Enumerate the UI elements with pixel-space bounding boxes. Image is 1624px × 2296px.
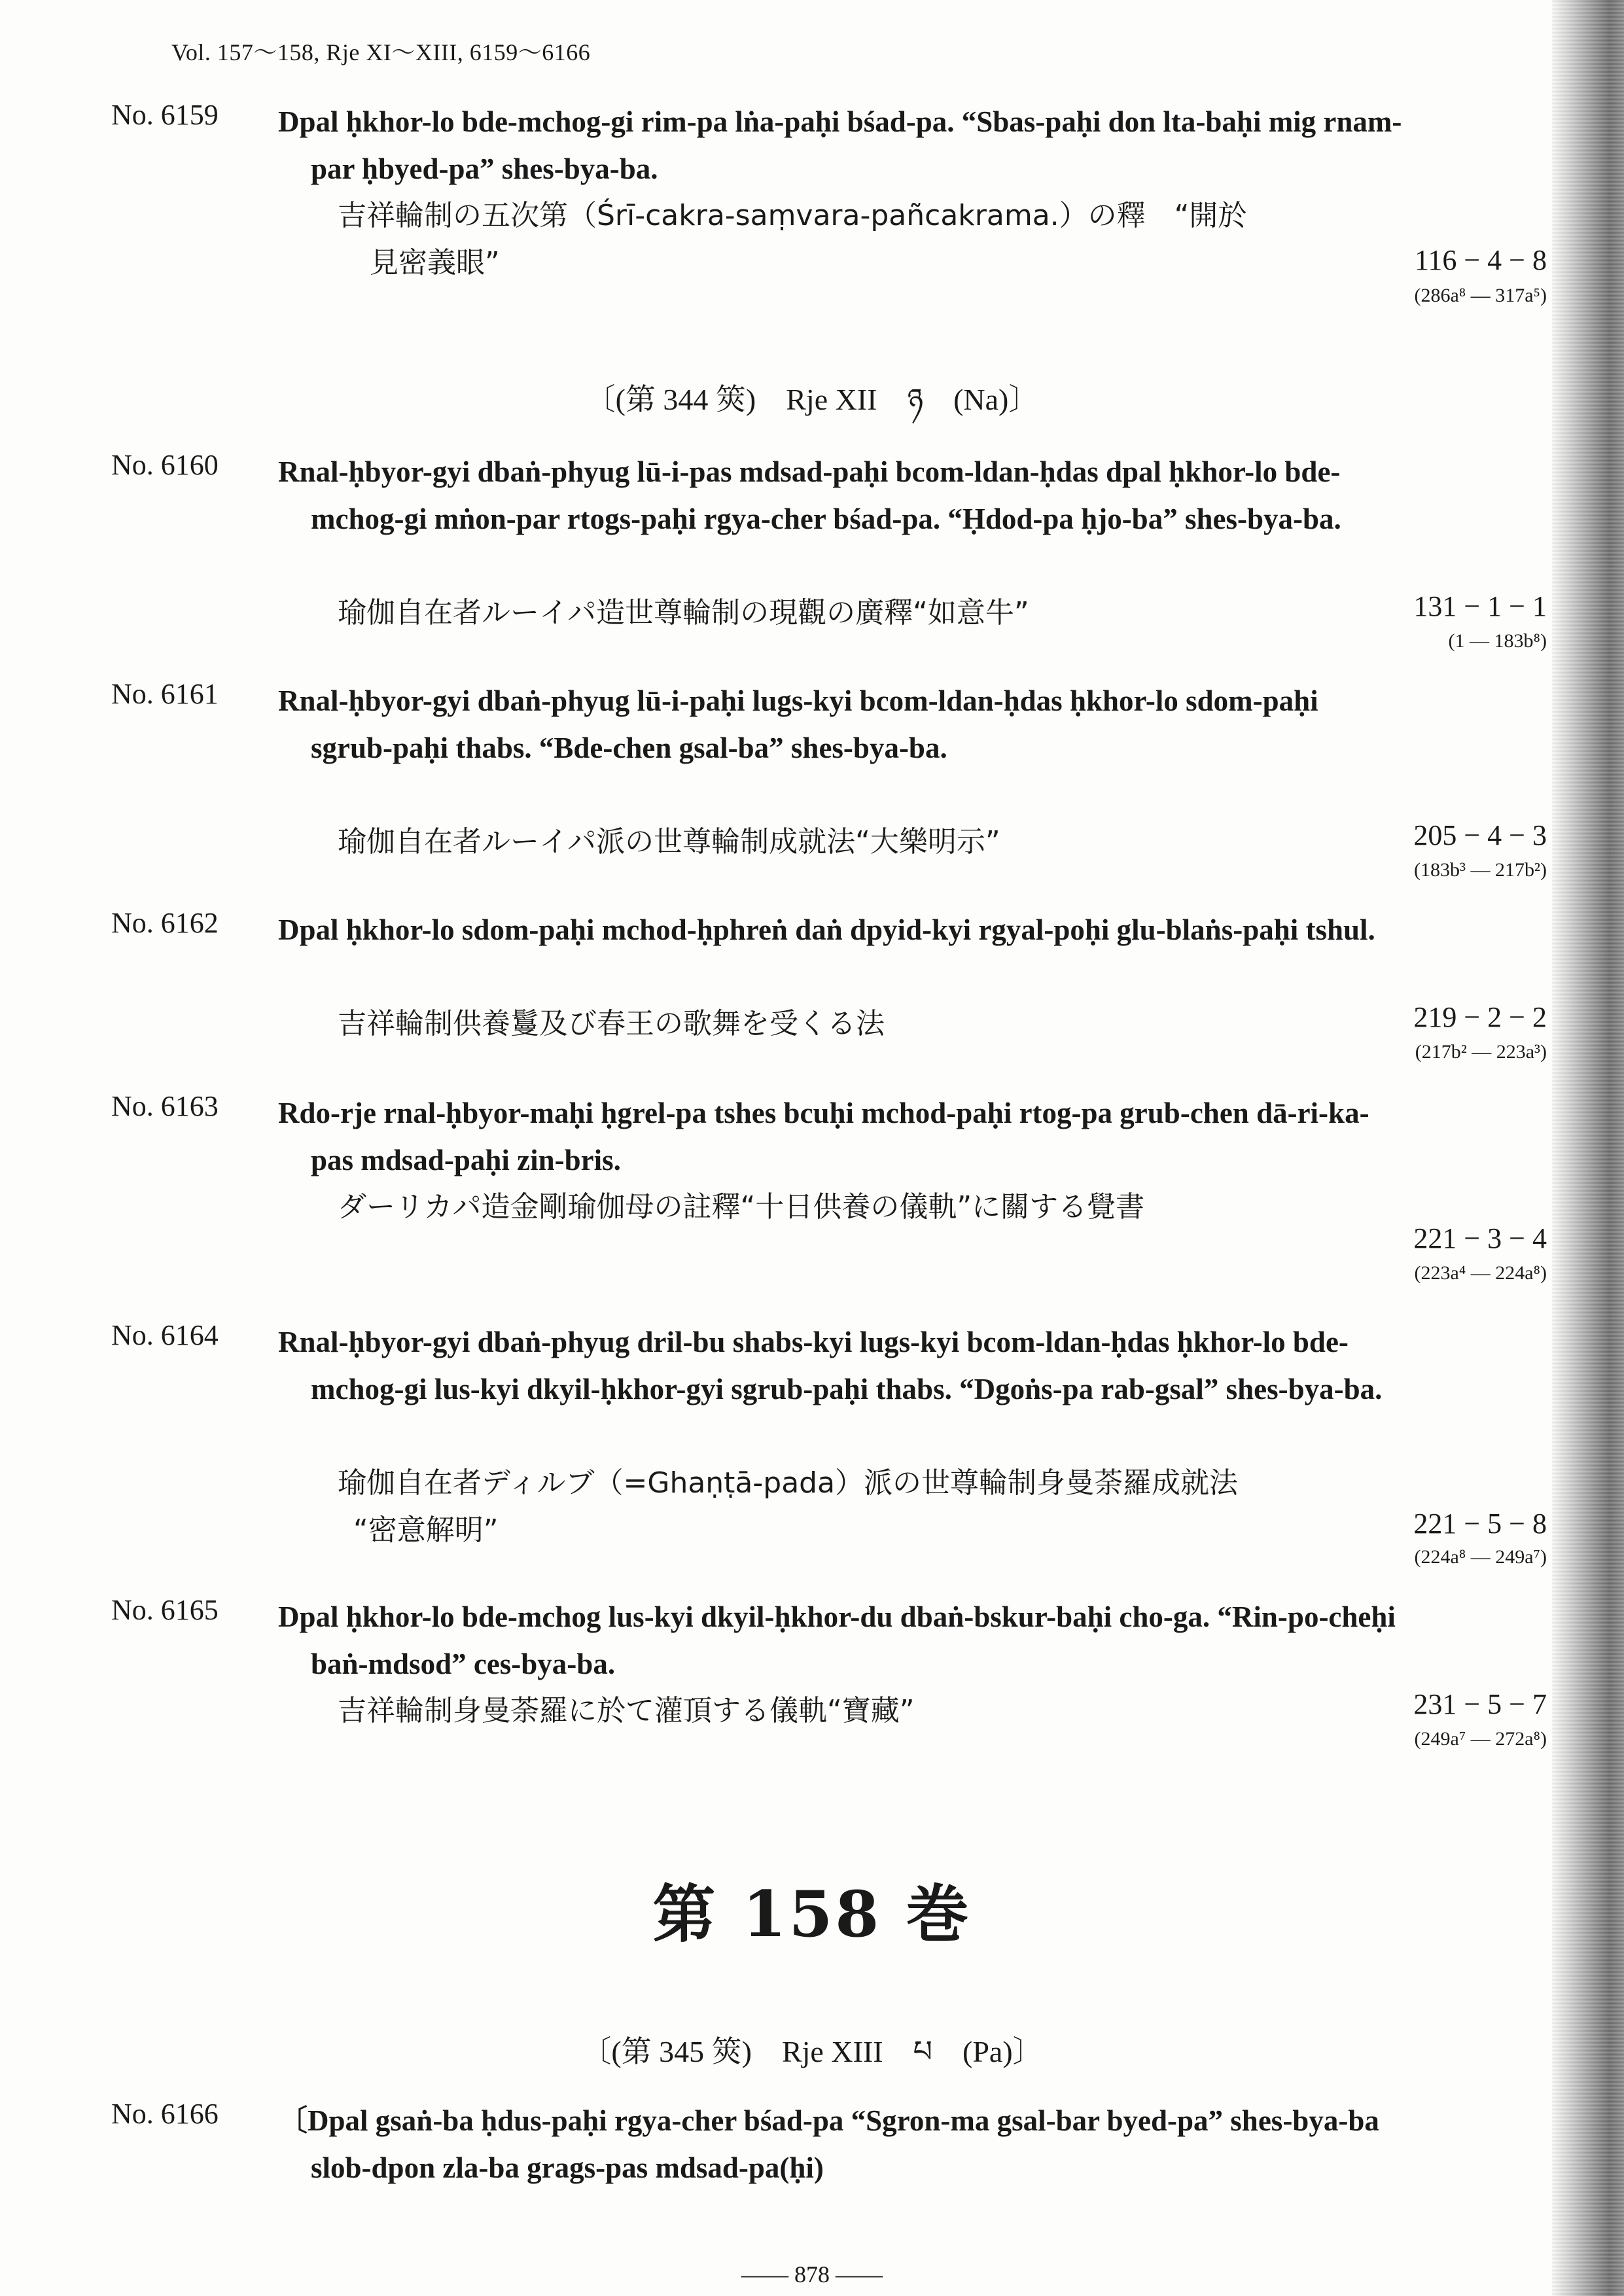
tibetan-title: Dpal ḥkhor-lo sdom-paḥi mchod-ḥphreṅ daṅ dpyid-kyi rgyal-poḥi glu-blaṅs-paḥi tshul. [278,913,1375,946]
folio-range: (223a⁴ — 224a⁸) [1414,1262,1547,1284]
tibetan-title: Rnal-ḥbyor-gyi dbaṅ-phyug lū-i-pas mdsad-paḥi bcom-ldan-ḥdas dpal ḥkhor-lo bde-mchog-gi mṅon-par rtogs-paḥi rgya-cher bśad-pa. “Ḥdod-pa ḥjo-ba” shes-bya-ba. [278,455,1341,535]
japanese-title: 瑜伽自在者ルーイパ派の世尊輪制成就法“大樂明示” [338,825,1000,858]
japanese-title-cont: 見密義眼” [370,246,500,279]
folio-ref: 221 − 3 − 4 [1413,1222,1547,1254]
folio-ref: 116 − 4 − 8 [1415,244,1547,276]
entry-number: No. 6162 [111,907,219,939]
japanese-title-cont: “密意解明” [353,1513,499,1547]
folio-range: (249a⁷ — 272a⁸) [1414,1728,1547,1750]
folio-ref: 131 − 1 − 1 [1413,590,1547,622]
japanese-title: 瑜伽自在者ルーイパ造世尊輪制の現觀の廣釋“如意牛” [338,596,1029,629]
entry-number: No. 6164 [111,1319,219,1351]
folio-range: (286a⁸ — 317a⁵) [1414,285,1547,306]
tibetan-title: Dpal ḥkhor-lo bde-mchog lus-kyi dkyil-ḥkhor-du dbaṅ-bskur-baḥi cho-ga. “Rin-po-cheḥi baṅ-mdsod” ces-bya-ba. [278,1600,1396,1680]
folio-range: (224a⁸ — 249a⁷) [1414,1546,1547,1568]
folio-ref: 219 − 2 − 2 [1413,1001,1547,1033]
running-header: Vol. 157～158, Rje XI～XIII, 6159～6166 [171,39,591,65]
volume-title: 第 158 巻 [652,1877,972,1951]
tibetan-title: Rnal-ḥbyor-gyi dbaṅ-phyug dril-bu shabs-kyi lugs-kyi bcom-ldan-ḥdas ḥkhor-lo bde-mchog-gi lus-kyi dkyil-ḥkhor-gyi sgrub-paḥi thabs. “Dgoṅs-pa rab-gsal” shes-bya-ba. [278,1326,1383,1405]
folio-range: (217b² — 223a³) [1415,1041,1547,1063]
folio-ref: 221 − 5 − 8 [1413,1508,1547,1540]
folio-ref: 231 − 5 − 7 [1413,1688,1547,1720]
tibetan-title: Rdo-rje rnal-ḥbyor-maḥi ḥgrel-pa tshes bcuḥi mchod-paḥi rtog-pa grub-chen dā-ri-ka-pas mdsad-paḥi zin-bris. [278,1097,1369,1176]
japanese-title: 瑜伽自在者ディルブ（=Ghaṇṭā-pada）派の世尊輪制身曼荼羅成就法 [338,1466,1239,1500]
japanese-title: ダーリカパ造金剛瑜伽母の註釋“十日供養の儀軌”に關する覺書 [338,1190,1145,1224]
japanese-title: 吉祥輪制身曼荼羅に於て灌頂する儀軌“寶藏” [338,1694,915,1727]
japanese-title: 吉祥輪制供養鬘及び春王の歌舞を受くる法 [338,1007,885,1040]
section-heading-345: 〔(第 345 筴) Rje XIII པ (Pa)〕 [581,2035,1043,2068]
folio-range: (1 — 183b⁸) [1448,630,1547,652]
entry-number: No. 6166 [111,2098,219,2130]
section-heading-344: 〔(第 344 筴) Rje XII ཉ (Na)〕 [585,383,1039,416]
entry-number: No. 6160 [111,449,219,481]
entry-number: No. 6161 [111,678,219,710]
tibetan-title: Dpal ḥkhor-lo bde-mchog-gi rim-pa lṅa-paḥi bśad-pa. “Sbas-paḥi don lta-baḥi mig rnam-par ḥbyed-pa” shes-bya-ba. [278,105,1402,185]
tibetan-title: Rnal-ḥbyor-gyi dbaṅ-phyug lū-i-paḥi lugs-kyi bcom-ldan-ḥdas ḥkhor-lo sdom-paḥi sgrub-paḥi thabs. “Bde-chen gsal-ba” shes-bya-ba. [278,684,1318,764]
folio-range: (183b³ — 217b²) [1414,859,1547,881]
entry-number: No. 6159 [111,99,219,131]
japanese-title: 吉祥輪制の五次第（Śrī-cakra-saṃvara-pañcakrama.）の釋 “開於 [338,199,1247,232]
page-number: —— 878 —— [741,2261,883,2287]
entry-number: No. 6165 [111,1594,219,1626]
tibetan-title: 〔Dpal gsaṅ-ba ḥdus-paḥi rgya-cher bśad-pa “Sgron-ma gsal-bar byed-pa” shes-bya-ba slob-dpon zla-ba grags-pas mdsad-pa(ḥi) [278,2104,1379,2184]
entry-number: No. 6163 [111,1090,219,1122]
folio-ref: 205 − 4 − 3 [1413,819,1547,851]
